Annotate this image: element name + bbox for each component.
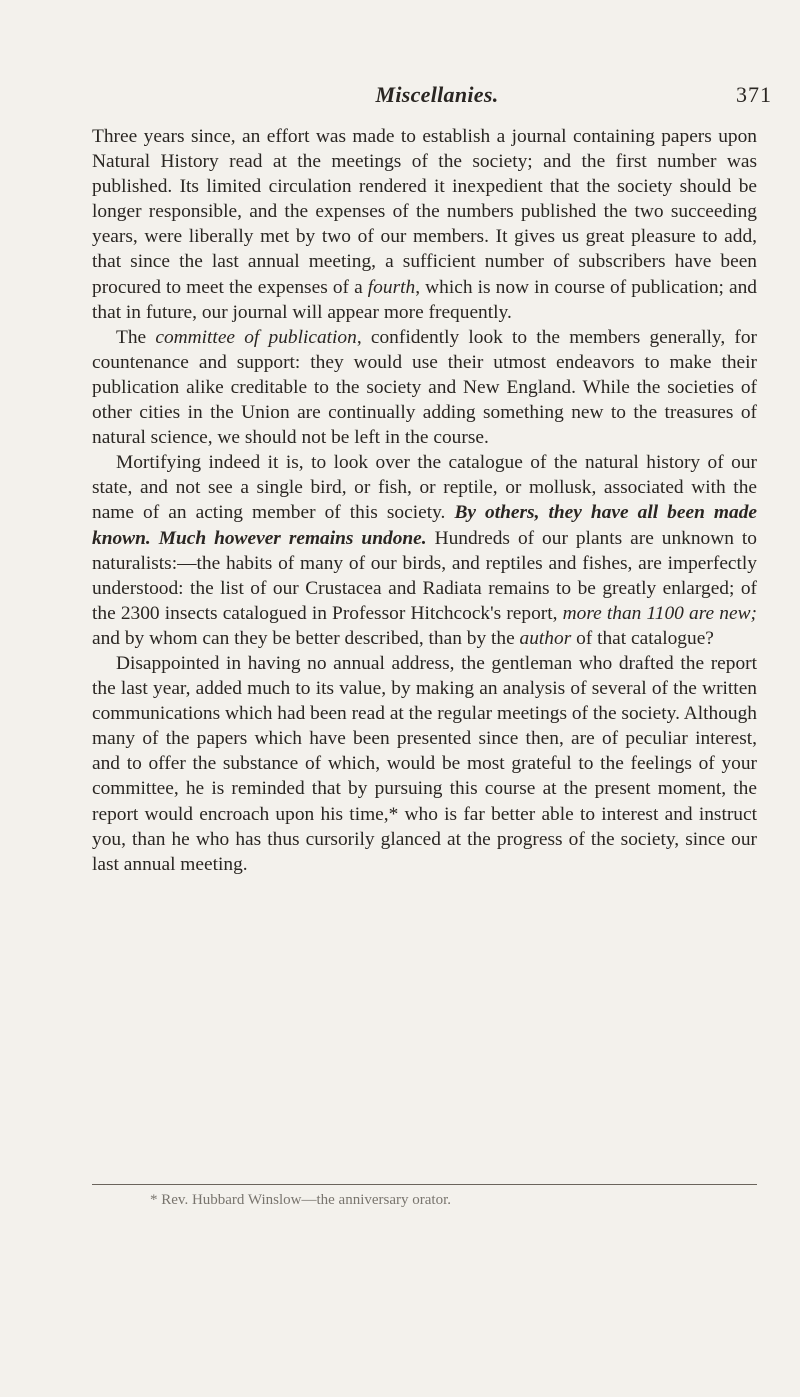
paragraph-address <box>92 651 757 877</box>
text-run: Hundreds of our plants are unknown to naturalists:—the habits of many of our birds, and reptiles and fishes, are imperfectly understood: the list of our Crustacea and Radiata remains to be greatly enlarged; of the 2300 insects catalogued in Professor Hitchcock's report, <box>92 527 757 624</box>
footnote-rule <box>92 1184 757 1185</box>
page-number: 371 <box>736 82 772 107</box>
emphasis-author: author <box>519 627 572 649</box>
text-run: of that catalogue? <box>571 627 714 649</box>
text-run: Disappointed in having no annual address, the gentleman who drafted the report the last year, added much to its value, by making an analysis of several of the written communications which had been read at the regular meetings of the society. Although many of the papers which have been presented since then, are of peculiar interest, and to offer the substance of which, would be most grateful to the feelings of your committee, he is reminded that by pursuing this course at the present moment, the report would encroach upon his time,* who is far better able to interest and instruct you, than he who has thus cursorily glanced at the progress of the society, since our last annual meeting. <box>92 652 757 875</box>
paragraph-committee <box>92 325 757 450</box>
text-run: , which is now in course of publication; and that in future, our journal will appear more frequently. <box>92 276 758 323</box>
text-run: and by whom can they be better described, than by the <box>92 627 520 649</box>
running-title: Miscellanies. <box>375 82 499 107</box>
text-run: Mortifying indeed it is, to look over the catalogue of the natural history of our state, and not see a single bird, or fish, or reptile, or mollusk, associated with the name of an acting member of this society. <box>92 452 757 524</box>
paragraph-journal <box>92 124 757 325</box>
text-run: The <box>116 326 156 348</box>
footnote: * Rev. Hubbard Winslow—the anniversary orator. <box>150 1192 451 1208</box>
paragraph-catalogue <box>92 450 757 651</box>
running-head <box>92 82 782 112</box>
body-text <box>92 124 757 877</box>
text-run: Three years since, an effort was made to establish a journal containing papers upon Natural History read at the meetings of the society; and the first number was published. Its limited circulation rendered it inexpedient that the society should be longer responsible, and the expenses of the numbers published the two succeeding years, were liberally met by two of our members. It gives us great pleasure to add, that since the last annual meeting, a sufficient number of subscribers have been procured to meet the expenses of a <box>92 126 757 298</box>
emphasis-committee: committee of publication <box>155 326 357 348</box>
emphasis-fourth: fourth <box>367 276 416 298</box>
text-run: , confidently look to the members generally, for countenance and support: they would use their utmost endeavors to make their publication alike creditable to the society and New England. While the societies of other cities in the Union are continually adding something new to the treasures of natural science, we should not be left in the course. <box>92 326 757 449</box>
emphasis-more-than: more than 1100 are new; <box>562 602 757 624</box>
emphasis-others: By others, they have all been made known. Much however remains undone. <box>92 502 758 549</box>
